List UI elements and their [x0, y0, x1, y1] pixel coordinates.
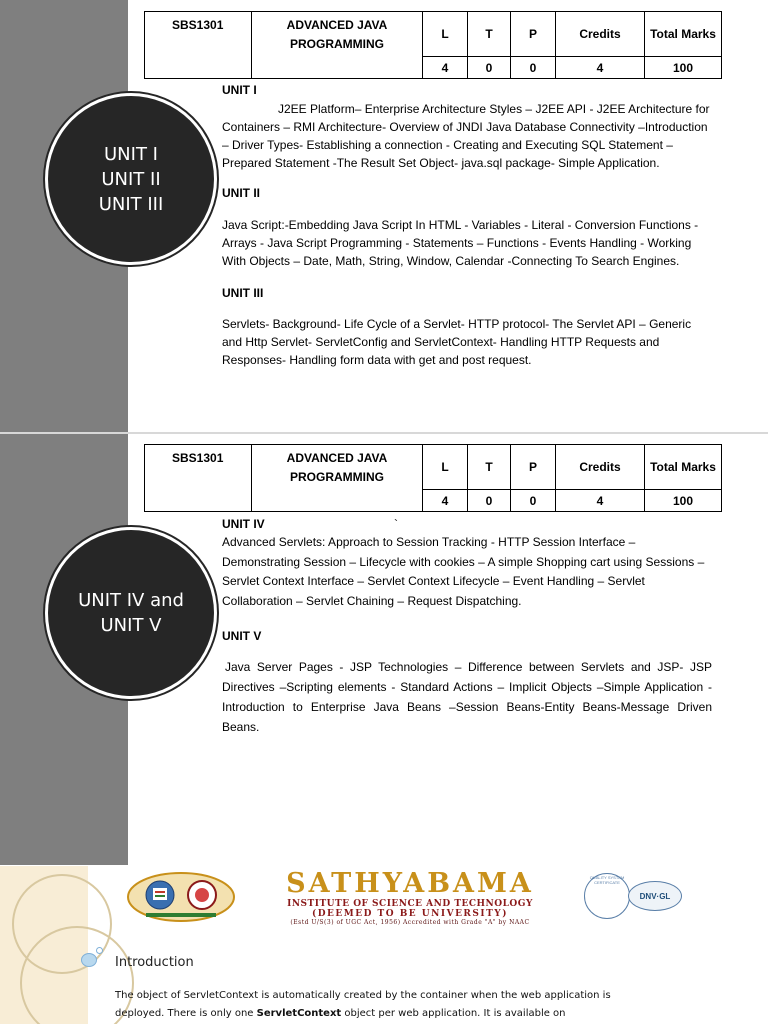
header-l: L [423, 12, 468, 57]
unit-circle [48, 96, 214, 262]
unit-heading: UNIT I [222, 83, 257, 97]
paper-decoration [0, 866, 88, 1024]
university-banner [126, 869, 686, 925]
dnv-gl-logo: DNV·GL [628, 881, 682, 911]
brand-name: SATHYABAMA [286, 868, 534, 899]
circle-line: UNIT III [98, 193, 164, 215]
unit4-section [222, 515, 712, 611]
course-code: SBS1301 [145, 445, 252, 512]
seal-ring-text: QUALITY SYSTEM CERTIFICATE [589, 875, 625, 885]
brand-block [244, 869, 576, 927]
unit-description: Servlets- Background- Life Cycle of a Servlet- HTTP protocol- The Servlet API – Generic and Http Servlet- ServletConfig and ServletContext- Handling HTTP Requests and Responses- Handling form data with get and post request. [222, 317, 692, 367]
circle-line: UNIT V [100, 615, 162, 636]
unit-heading-label: UNIT IV [222, 517, 265, 531]
intro-line-1: The object of ServletContext is automatically created by the container when the web application is [115, 990, 611, 1001]
value-total-marks: 100 [645, 490, 722, 512]
brand-line-2: (DEEMED TO BE UNIVERSITY) [311, 909, 508, 919]
intro-line-2-end: object per web application. It is available on [341, 1008, 566, 1019]
header-credits: Credits [556, 445, 645, 490]
header-total-marks: Total Marks [645, 12, 722, 57]
value-p: 0 [511, 490, 556, 512]
value-total-marks: 100 [645, 57, 722, 79]
servletcontext-term: ServletContext [256, 1008, 342, 1019]
slide-units-1-3 [0, 0, 768, 432]
header-p: P [511, 12, 556, 57]
intro-line-2 [115, 1005, 635, 1023]
bullet-ring-icon [96, 947, 103, 954]
course-title: ADVANCED JAVA PROGRAMMING [252, 445, 423, 512]
unit-heading: UNIT II [222, 186, 260, 200]
circle-line: UNIT IV and [78, 590, 184, 611]
brand-line-1: INSTITUTE OF SCIENCE AND TECHNOLOGY [287, 899, 533, 909]
brand-line-3: (Estd U/S(3) of UGC Act, 1956) Accredited with Grade "A" by NAAC [290, 919, 530, 926]
unit-heading: UNIT III [222, 286, 264, 300]
university-crest-icon [126, 869, 236, 925]
unit-description: Java Server Pages - JSP Technologies – Difference between Servlets and JSP- JSP Directives –Scripting elements - Standard Actions – Implicit Objects –Simple Application - Introduction to Enterprise Java Beans –Session Beans-Entity Beans-Message Driven Beans. [222, 660, 712, 734]
introduction-text [115, 987, 635, 1023]
unit-heading: UNIT V [222, 629, 262, 643]
header-p: P [511, 445, 556, 490]
unit-description: Java Script:-Embedding Java Script In HTML - Variables - Literal - Conversion Functions - Arrays - Java Script Programming - Statements – Functions - Events Handling - Working With Objects – Date, Math, String, Window, Calendar -Connecting To Search Engines. [222, 218, 699, 268]
course-code: SBS1301 [145, 12, 252, 79]
unit-description: Advanced Servlets: Approach to Session Tracking - HTTP Session Interface – Demonstrating Session – Lifecycle with cookies – A simple Shopping cart using Sessions – Servlet Context Interface – Servlet Context Lifecycle – Event Handling – Servlet Collaboration – Servlet Chaining – Request Dispatching. [222, 535, 705, 608]
header-total-marks: Total Marks [645, 445, 722, 490]
value-credits: 4 [556, 57, 645, 79]
certification-seal [582, 873, 682, 921]
unit-description: J2EE Platform– Enterprise Architecture Styles – J2EE API - J2EE Architecture for Containers – RMI Architecture- Overview of JNDI Java Database Connectivity –Introduction – Driver Types- Establishing a connection - Creating and Executing SQL Statement – Prepared Statement -The Result Set Object- java.sql package- Simple Application. [222, 102, 710, 170]
circle-line: UNIT II [101, 168, 161, 190]
value-p: 0 [511, 57, 556, 79]
unit-circle [48, 530, 214, 696]
value-l: 4 [423, 490, 468, 512]
intro-line-2-start: deployed. There is only one [115, 1008, 257, 1019]
value-t: 0 [468, 57, 511, 79]
bullet-dot-icon [81, 953, 97, 967]
unit3-section [222, 284, 712, 369]
unit2-section [222, 184, 712, 270]
course-table [144, 444, 722, 512]
stray-mark: ` [394, 517, 398, 531]
header-credits: Credits [556, 12, 645, 57]
value-l: 4 [423, 57, 468, 79]
circle-line: UNIT I [104, 143, 158, 165]
value-t: 0 [468, 490, 511, 512]
seal-ring [584, 873, 630, 919]
unit-heading [222, 515, 712, 533]
header-t: T [468, 445, 511, 490]
header-l: L [423, 445, 468, 490]
value-credits: 4 [556, 490, 645, 512]
course-table [144, 11, 722, 79]
course-title: ADVANCED JAVA PROGRAMMING [252, 12, 423, 79]
unit1-section [222, 81, 712, 172]
header-t: T [468, 12, 511, 57]
unit5-section [222, 627, 712, 737]
introduction-heading: Introduction [115, 955, 194, 970]
slide-units-4-5 [0, 434, 768, 865]
